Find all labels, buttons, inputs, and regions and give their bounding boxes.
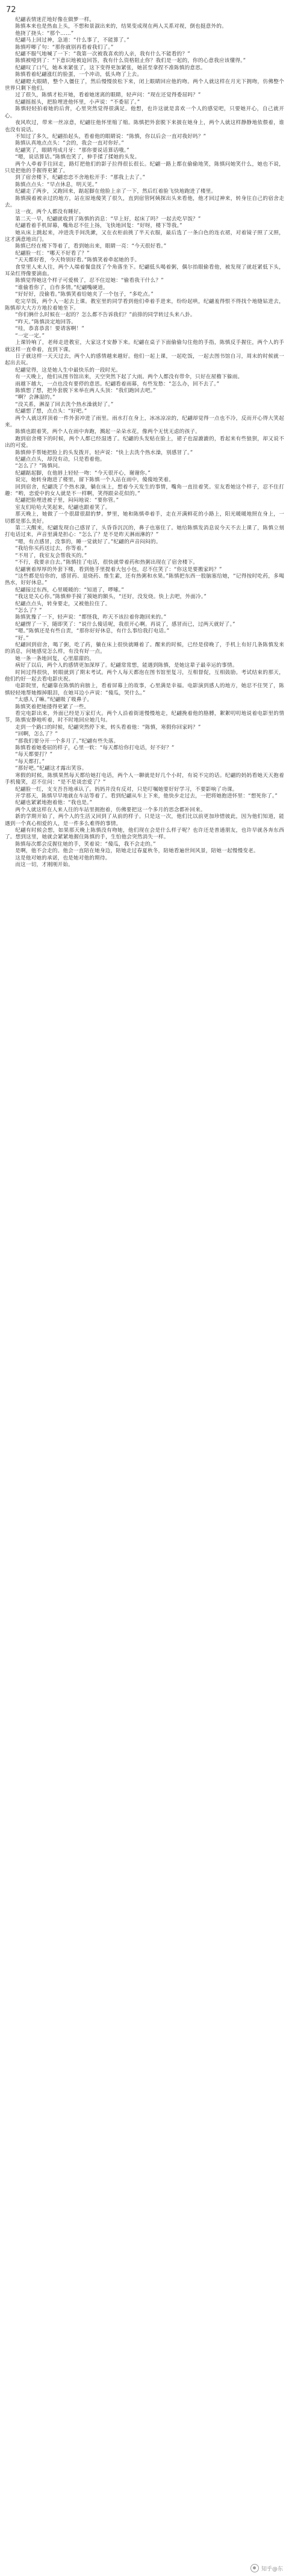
paragraph: 新的学期开始了，两个人的生活又回到了从前的样子。只是这一次，他们比以前更加珍惜彼此，因为他们知道，能遇到一个真心相爱的人，是一件多么难得的事情。 [5,814,284,827]
paragraph: 看完电影出来，外面已经是万家灯火。两个人沿着街道慢慢地走，纪翩挽着他的胳膊，絮絮叨叨地说着电影里的情节，陈慎安静地听着，时不时地回应她几句。 [5,711,284,724]
paragraph: 纪翩裹着厚厚的外套下楼，看到他手里提着大包小包，忍不住笑了：“你这是要搬家吗？” [15,566,222,573]
paragraph: “一定一定。” [15,332,45,339]
paragraph: 纪翩瞪大眼睛，整个人僵住了，然后慢慢放松下来，闭上眼睛回应他的吻。两个人就这样在月光下拥吻，仿佛整个世界只剩下他们。 [5,78,284,92]
paragraph: 吃完早饭，两个人一起去上课。教室里的同学看到他们牵着手进来，纷纷起哄，纪翩羞得恨不得找个地缝钻进去，陈慎却大大方方地拉着她坐下。 [5,298,284,312]
paragraph: 陈慎已经在楼下等着了，看到她出来，眼睛一亮：“今天很好看。” [15,243,167,250]
paragraph: “谁偷看你了，自作多情。”纪翩嘴硬道。 [15,284,108,291]
paragraph: 纪翩叹了口气，她本来紧张了，这下变得更加紧张，她甚至拿捏不准陈慎的意思。 [15,64,206,71]
paragraph: “嗯，有点感冒，没事的，睡一觉就好了。”纪翩的声音闷闷的。 [15,538,161,545]
paragraph: 他挠了挠头：“那个……” [15,30,74,37]
paragraph: 纪翩表情迷茫地好像在做梦一样。 [15,17,95,23]
paragraph: 陈慎本来也是热血上头，不想和景淑出来的，结果变成现在两人关系对视，倒也挺意外的。 [15,23,227,30]
paragraph: 回到宿舍，纪翩洗了个热水澡，躺在床上，想着今天发生的事情，嘴角一直挂着笑。室友看她这个样子，忍不住打趣：“哟，恋爱中的女人就是不一样啊，笑得跟朵花似的。” [5,484,284,497]
paragraph: 陈慎被噎到了：“下意识地被迫回答，我有什么资格阻止你？我们是一起的，你的心意我应该懂得。” [15,58,246,64]
paragraph: “没关系，淋湿了回去洗个热水澡就好了。” [15,401,114,408]
paragraph: 室友们哈哈大笑起来，纪翩也跟着笑了。 [15,504,111,511]
paragraph: 纪翩点点头，却没有动，只是看着他。 [15,457,105,463]
paragraph: 陈慎认真地点点头：“会的，我会一直对你好。” [15,140,125,147]
paragraph: 陈慎觉得她这个样子可爱极了，忍不住逗她：“偷看我干什么？” [15,278,164,284]
paragraph: 纪翩也紧紧地抱着他：“我也是。” [15,800,93,806]
paragraph: 过了很久，陈慎才松开她，看着她迷离的眼睛，轻声问：“现在还觉得委屈吗？” [15,92,201,99]
paragraph: 纪翩看着手机屏幕，嘴角忍不住上扬，飞快地回复：“好呀，楼下等我。” [15,223,182,229]
paragraph: 寒假的时候，陈慎果然每天都给她打电话，两个人一聊就是好几个小时，有说不完的话。纪翩的妈妈看她天天抱着手机傻笑，忍不住问：“是不是谈恋爱了？” [5,772,284,786]
paragraph: 那天晚上，她做了一个很甜很甜的梦。梦里，她和陈慎牵着手，走在开满鲜花的小路上，阳光暖暖地照在身上，一切都是那么美好。 [5,511,284,525]
paragraph: 说完，她转身跑进了楼里，留下陈慎一个人站在雨中，傻傻地笑着。 [15,477,175,484]
paragraph: 病好了以后，两个人的感情更加深厚了。纪翩常常想，能遇到陈慎，是她这辈子最幸运的事情。 [15,663,238,669]
paragraph: 纪翩觉得，这是她人生中最快乐的一段时光。 [15,367,122,373]
paragraph: “那好吧。”纪翩这才露出笑容。 [15,766,87,772]
paragraph: 纪翩把脸埋进被子里，闷闷地说：“要你管。” [15,497,119,504]
paragraph: 走到一个路口的时候，纪翩突然停下来，转头看着他：“陈慎，寒假你回家吗？” [15,724,201,731]
paragraph: 纪翩踮起脚，在他唇上轻轻一吻：“今天很开心，谢谢你。” [15,470,151,476]
paragraph: 夜风吹过，带来一丝凉意，纪翩往他怀里缩了缩。陈慎把外套脱下来披在她身上，两个人就这样静静地依偎着，谁也没有说话。 [5,120,284,133]
paragraph: 纪翩愣了一下，随即笑了：“说什么傻话呢，我很开心啊。再说了，感冒而已，过两天就好了。” [15,621,235,628]
paragraph: 陈慎也跟着笑，两个人在雨中奔跑，溅起一朵朵水花，像两个无忧无虑的孩子。 [15,429,200,435]
paragraph: 她从床上跳起来，冲进洗手间洗漱，又在衣柜前挑了半天衣服，最后选了一条白色的连衣裙，对着镜子照了又照，这才满意地出门。 [5,229,284,243]
paragraph: 纪翩马上回过神，急道：“什么事了，不能算了。” [15,37,129,44]
paragraph: 陈慎看着纪翩涨红的脸蛋，一个冲动，低头吻了上去。 [15,72,143,78]
paragraph: 纪翩脸一红，支支吾吾地承认了。妈妈并没有反对，只是叮嘱她要好好学习，不要影响了功课。 [15,786,238,793]
paragraph: “你们俩什么时候在一起的？怎么都不告诉我们？”前排的同学转过头来八卦。 [15,312,196,319]
paragraph: “嗯，说话算话。”陈慎也笑了，伸手揉了揉她的头发。 [15,154,140,161]
paragraph: “嗯。”陈慎还是有些自责，“那你好好休息，有什么事给我打电话。” [15,628,170,635]
paragraph: 陈慎哼唧了句：“那你就别再看着我们了。” [15,44,114,51]
paragraph: 是啊，他不会走的。他会一直陪在她身边，陪她走过春夏秋冬，陪她看遍世间风景，陪她一起慢慢变老。 [15,848,259,855]
paragraph: 纪翩摇摇头，把脸埋进他怀里，小声说：“不委屈了。” [15,99,140,105]
paragraph: 陈慎轻轻拍着她的后背，心里突然觉得很满足。他想，也许这就是喜欢一个人的感觉吧，只要她开心，自己就开心。 [5,106,284,119]
watermark-logo-icon [250,2564,259,2572]
paragraph: 纪翩有时候会想，如果那天晚上陈慎没有吻她，他们现在会是什么样子呢？也许还是普通朋友，也许早就各奔东西了。想到这里，她就会紧紧地握住陈慎的手，生怕他会突然消失一样。 [5,827,284,841]
paragraph: 纪翩走了两步，又跑回来，踮起脚在他脸上亲了一下，然后红着脸飞快地跑进了楼里。 [15,189,217,195]
paragraph: “回啊，怎么了？” [15,731,58,738]
paragraph: 陈慎摸着被亲过的地方，站在原地傻笑了很久，直到宿管阿姨探出头来看他，他才回过神来，转身往自己的宿舍走去。 [5,195,284,208]
paragraph: 两个人就这样顶着一件外套冲进了雨里。雨水打在身上，冰冰凉凉的，纪翩却觉得一点也不冷，反而开心得大笑起来。 [5,415,284,428]
paragraph: “我这是关心你。”陈慎伸手摸了摸她的额头，“还好，没发烧。快上去吧，外面冷。” [15,594,207,600]
paragraph: “怎么了？”陈慎问。 [15,463,63,470]
paragraph: 陈慎每次都会反握住她的手，笑着说：“傻瓜，我不会走的。” [15,841,156,847]
paragraph: “每天都要打？” [15,752,53,758]
paragraph: 陈慎犹豫了一下，轻声说：“都怪我，昨天不该拉着你跑回来的。” [15,614,167,621]
paragraph: “好好好，没偷看。”陈慎笑着给她夹了一个包子，“多吃点。” [15,292,154,298]
paragraph: 跑到宿舍楼下的时候，两个人都已经湿透了。纪翩的头发贴在脸上，裙子也湿漉漉的，看起来有些狼狈，却又说不出的可爱。 [5,435,284,449]
paragraph: 纪翩脸一红：“哪天不好看了？” [15,250,90,257]
paragraph: “啊？会淋湿的。” [15,395,55,401]
paragraph: 陈慎点点头：“早点休息，明天见。” [15,181,98,188]
paragraph: 陈慎伸手帮她把脸上的头发拨开，轻声说：“快上去洗个热水澡，别感冒了。” [15,449,193,456]
paragraph: 时间过得很快，转眼就到了期末考试。两个人每天都泡在图书馆里复习，互相督促，互相鼓励。考试结束的那天，他们约好一起去看电影庆祝。 [5,669,284,682]
paragraph: 日子就这样一天天过去，两个人的感情越来越好。他们一起上课，一起吃饭，一起去图书馆自习，周末的时候就一起出去玩。 [5,353,284,367]
paragraph: “昨天。”陈慎淡定地回答。 [15,319,76,325]
paragraph: 这是他对她的承诺，也是她对他的期待。 [15,855,111,861]
paragraph: 纪翩点点头，转身要走，又被他拉住了。 [15,600,111,607]
watermark-text: 知乎@东 [261,2566,283,2572]
paragraph: 纪翩接过东西，心里暖暖的：“知道了，啰嗦。” [15,587,125,593]
document-body [5,17,284,869]
paragraph: 这一夜，两个人都没有睡好。 [15,209,84,216]
paragraph: 她一条一条地回复，心里甜甜的。 [15,655,95,662]
paragraph: “天天都好看，今天特别好看。”陈慎笑着牵起她的手。 [15,257,140,264]
paragraph: “不用了，我室友会帮我买的。” [15,552,87,559]
paragraph: 到了宿舍楼下，纪翩恋恋不舍地松开手：“那我上去了。” [15,175,146,181]
paragraph: “好。” [15,635,29,641]
paragraph: 有一天晚上，他们从图书馆出来，天空突然下起了大雨。两个人都没有带伞，只好在屋檐下躲雨。 [15,374,243,381]
paragraph: 第二天醒来，纪翩发现自己感冒了，头昏昏沉沉的，鼻子也塞住了。她给陈慎发消息说今天不去上课了，陈慎立刻打电话过来，声音里满是担心：“怎么了？是不是昨天淋雨淋的？” [5,525,284,538]
paragraph: 雨越下越大，一点也没有要停的意思。纪翩看着雨幕，有些发愁：“怎么办，回不去了。” [15,381,220,387]
paragraph: “每天都打。” [15,758,45,765]
paragraph: 不知过了多久，纪翩抬起头，看着他的眼睛说：“陈慎，你以后会一直对我好吗？” [15,133,207,140]
paragraph: “不行，我要亲自去。”陈慎挂了电话，很快就带着药和热粥出现在了宿舍楼下。 [15,560,199,566]
paragraph: 陈慎看着她委屈的样子，心里一软：“每天都给你打电话，好不好？” [15,745,175,752]
page-number: 72 [6,5,16,14]
paragraph: 电影院里，纪翩靠在陈慎的肩膀上，看着屏幕上的故事，心里满是幸福。电影演到感人的地方，她忍不住哭了，陈慎轻轻地帮她擦掉眼泪，在她耳边小声说：“傻瓜，哭什么。” [5,683,284,696]
paragraph: “哇，恭喜恭喜！要请客啊！” [15,326,85,332]
paragraph: 纪翩想了想，点点头：“好吧。” [15,408,87,415]
paragraph: “太感人了嘛。”纪翩吸了吸鼻子。 [15,697,93,703]
paragraph: 纪翩不服气地喊了一下：“我第一次被我喜欢的人亲，我有什么不能看的？” [15,51,190,58]
paragraph: “怎么了？” [15,607,42,614]
paragraph: 两个人牵着手往回走，路灯把他们的影子拉得很长很长。纪翩一路上都在偷偷地笑，陈慎问她笑什么，她也不说，只是把他的手握得更紧了。 [5,161,284,174]
paragraph: 纪翩回到宿舍，喝了粥，吃了药，躺在床上很快就睡着了。醒来的时候，已经是傍晚了，手机上有好几条陈慎发来的消息，问她感觉怎么样，有没有好一点。 [5,641,284,655]
paragraph: 第二天一早，纪翩就收到了陈慎的消息：“早上好，起床了吗？一起去吃早饭？” [15,216,201,222]
paragraph: 食堂里人来人往，两个人端着餐盘找了个角落坐下。纪翩低头喝着粥，偶尔抬眼偷看他，被发现了就赶紧低下头，耳朵红得像要滴血。 [5,264,284,278]
paragraph: 开学那天，陈慎早早地就在车站等着了。看到纪翩从车上下来，他快步走过去，一把将她抱进怀里：“想死你了。” [15,793,278,799]
paragraph: 上课铃响了，老师走进教室，大家这才安静下来。纪翩在桌子下面偷偷勾住他的手指，陈慎反手握住，两个人的手就这样一直牵着，直到下课。 [5,340,284,353]
paragraph: 而这一切，才刚刚开始。 [15,861,73,868]
watermark [250,2564,283,2572]
paragraph: “那我们要分开一个多月了。”纪翩有些失落。 [15,738,119,744]
paragraph: 两个人就这样在人来人往的车站里拥抱着，仿佛要把这一个多月的思念都补回来。 [15,806,206,813]
paragraph: 陈慎笑着把她搂得更紧了一些。 [15,703,90,710]
paragraph: “这些都是给你的，感冒药、退烧药、维生素，还有热粥和水果。”陈慎把东西一股脑塞给她，“记得按时吃药，多喝热水，好好休息。” [5,573,284,587]
paragraph: 陈慎想了想，把外套脱下来举在两人头顶：“我们跑回去吧。” [15,387,156,394]
paragraph: 纪翩笑了，眼睛弯成月牙：“那你要说话算话哦。” [15,147,129,154]
paragraph: “我给你买药送过去，你等着。” [15,546,87,552]
